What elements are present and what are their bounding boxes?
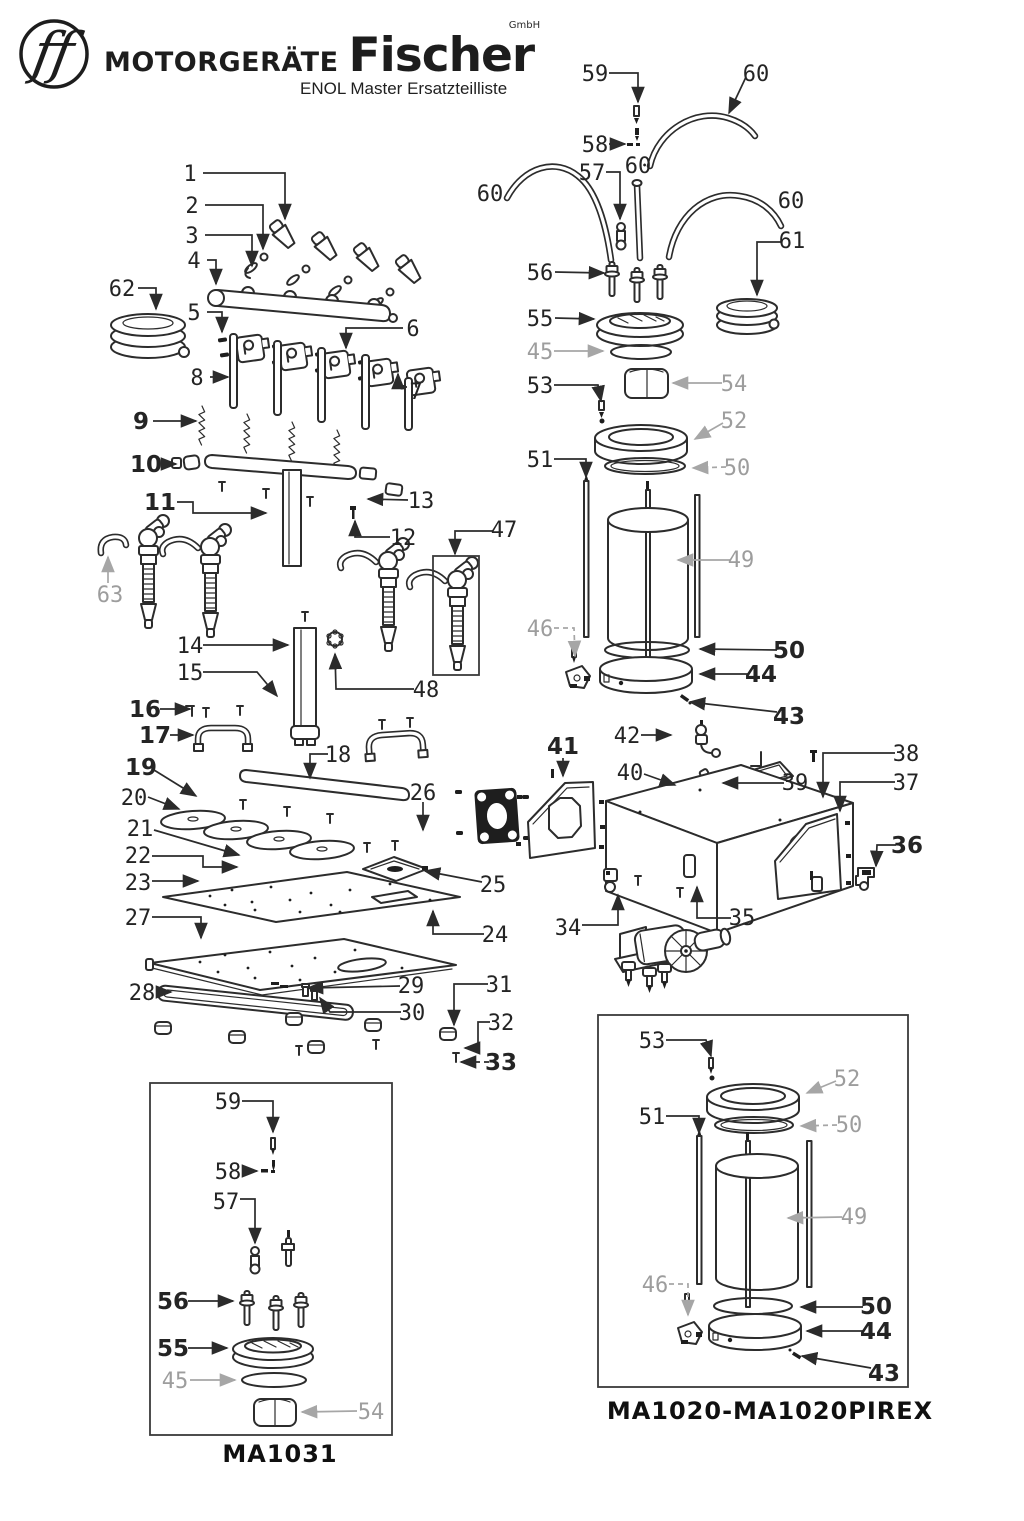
cylinder-stack-group (566, 299, 779, 705)
leader-line-55 (555, 318, 594, 319)
callout-55: 55 (156, 1336, 190, 1362)
leader-line-50 (700, 649, 777, 650)
leader-line-51 (554, 459, 586, 477)
callout-44: 44 (744, 662, 778, 688)
callout-18: 18 (324, 743, 352, 768)
callout-57: 57 (578, 161, 606, 186)
callout-51: 51 (526, 448, 554, 473)
callout-59: 59 (214, 1090, 242, 1115)
leader-line-11 (177, 502, 266, 513)
callout-38: 38 (892, 742, 920, 767)
callout-43: 43 (867, 1361, 901, 1387)
callout-1: 1 (183, 162, 197, 187)
callout-20: 20 (120, 786, 148, 811)
catalog-subtitle: ENOL Master Ersatzteilliste (300, 79, 508, 98)
callout-26: 26 (409, 781, 437, 806)
callout-22: 22 (124, 844, 152, 869)
leader-line-13 (368, 499, 408, 500)
leader-line-2 (205, 205, 263, 249)
callout-50: 50 (772, 638, 806, 664)
leader-line-59 (609, 73, 638, 102)
leader-line-62 (138, 288, 156, 309)
brand-name: MOTORGERÄTE (104, 47, 339, 78)
callout-59: 59 (581, 62, 609, 87)
leader-line-38 (823, 753, 895, 797)
callout-31: 31 (485, 973, 513, 998)
callout-3: 3 (185, 224, 199, 249)
callout-9: 9 (132, 409, 150, 435)
callout-53: 53 (638, 1029, 666, 1054)
callout-5: 5 (187, 301, 201, 326)
callout-52: 52 (720, 409, 748, 434)
callout-56: 56 (526, 261, 554, 286)
callout-32: 32 (487, 1011, 515, 1036)
callout-45: 45 (161, 1369, 189, 1394)
callout-53: 53 (526, 374, 554, 399)
callout-39: 39 (781, 771, 809, 796)
callout-60: 60 (624, 154, 652, 179)
leader-line-43 (802, 1356, 871, 1368)
leader-line-51 (666, 1116, 699, 1133)
leader-line-53 (666, 1040, 711, 1056)
callout-60: 60 (742, 62, 770, 87)
leader-line-56 (555, 272, 604, 273)
ma1020-box-caption: MA1020-MA1020PIREX (606, 1397, 934, 1425)
leader-line-27 (152, 917, 201, 938)
callout-2: 2 (185, 194, 199, 219)
callout-61: 61 (778, 229, 806, 254)
callout-13: 13 (407, 489, 435, 514)
callout-23: 23 (124, 871, 152, 896)
callout-14: 14 (176, 634, 204, 659)
callout-10: 10 (129, 452, 163, 478)
leader-line-19 (154, 770, 196, 796)
callout-19: 19 (124, 755, 158, 781)
leader-line-47 (455, 531, 493, 554)
leader-line-12 (355, 521, 390, 537)
brand-name-2: Fischer (348, 28, 535, 83)
callout-47: 47 (490, 518, 518, 543)
callout-6: 6 (406, 317, 420, 342)
callout-33: 33 (484, 1050, 518, 1076)
leader-line-5 (207, 312, 222, 332)
ma1031-box-caption: MA1031 (222, 1440, 338, 1468)
callout-7: 7 (409, 380, 423, 405)
callout-54: 54 (720, 372, 748, 397)
callout-60: 60 (777, 189, 805, 214)
leader-line-43 (690, 702, 777, 712)
callout-48: 48 (412, 678, 440, 703)
callout-11: 11 (143, 490, 177, 516)
callout-4: 4 (187, 249, 201, 274)
callout-34: 34 (554, 916, 582, 941)
callout-40: 40 (616, 761, 644, 786)
callout-24: 24 (481, 923, 509, 948)
leader-line-4 (207, 260, 216, 284)
callout-55: 55 (526, 307, 554, 332)
ma1020-parts (678, 1058, 812, 1359)
column-group (291, 612, 319, 745)
callout-60: 60 (476, 182, 504, 207)
callout-28: 28 (128, 981, 156, 1006)
callout-37: 37 (892, 771, 920, 796)
leader-line-31 (454, 984, 488, 1025)
callout-42: 42 (613, 724, 641, 749)
callout-57: 57 (212, 1190, 240, 1215)
ma1031-parts (233, 1138, 313, 1426)
leader-line-24 (433, 911, 484, 934)
callout-16: 16 (128, 697, 162, 723)
leader-line-61 (757, 242, 781, 295)
callout-8: 8 (190, 366, 204, 391)
callout-12: 12 (389, 526, 417, 551)
leader-line-59 (242, 1101, 273, 1132)
callout-58: 58 (214, 1160, 242, 1185)
callout-27: 27 (124, 906, 152, 931)
leader-line-15 (203, 672, 277, 696)
callout-58: 58 (581, 133, 609, 158)
callout-50: 50 (723, 456, 751, 481)
callout-41: 41 (546, 734, 580, 760)
leader-line-48 (335, 654, 414, 689)
fan-grid (474, 788, 520, 845)
leader-line-50 (693, 467, 726, 468)
callout-labels (97, 62, 923, 1425)
leader-line-52 (695, 423, 723, 439)
callout-43: 43 (772, 704, 806, 730)
callout-50: 50 (859, 1294, 893, 1320)
callout-21: 21 (126, 817, 154, 842)
callout-49: 49 (727, 548, 755, 573)
callout-44: 44 (859, 1319, 893, 1345)
housing-group (513, 720, 874, 993)
callout-56: 56 (156, 1289, 190, 1315)
part-62-coiled-hose (111, 314, 189, 358)
callout-25: 25 (479, 873, 507, 898)
brand-suffix: GmbH (508, 20, 541, 31)
leader-line-53 (554, 385, 601, 401)
callout-15: 15 (176, 661, 204, 686)
callout-35: 35 (728, 906, 756, 931)
callout-36: 36 (890, 833, 924, 859)
leader-line-54 (302, 1411, 357, 1412)
callout-29: 29 (397, 974, 425, 999)
logo-monogram: ff (27, 21, 79, 86)
leader-line-40 (644, 774, 675, 785)
callout-50: 50 (835, 1113, 863, 1138)
callout-46: 46 (526, 617, 554, 642)
leader-line-57 (240, 1199, 255, 1243)
callout-63: 63 (96, 583, 124, 608)
callout-30: 30 (398, 1001, 426, 1026)
leader-line-32 (465, 1022, 490, 1048)
leader-line-25 (425, 871, 482, 882)
leader-line-34 (582, 895, 618, 925)
callout-52: 52 (833, 1067, 861, 1092)
callout-17: 17 (138, 723, 172, 749)
callout-49: 49 (840, 1205, 868, 1230)
leader-line-50 (801, 1125, 837, 1126)
callout-51: 51 (638, 1105, 666, 1130)
callout-54: 54 (357, 1400, 385, 1425)
leader-line-1 (203, 173, 285, 219)
leader-line-20 (148, 797, 179, 809)
pump-motor (615, 924, 732, 993)
leader-line-52 (807, 1081, 836, 1093)
callout-62: 62 (108, 277, 136, 302)
callout-46: 46 (641, 1273, 669, 1298)
leader-line-22 (152, 856, 237, 867)
leader-line-57 (606, 172, 620, 219)
leader-line-6 (346, 328, 403, 348)
leader-line-3 (205, 235, 252, 266)
callout-45: 45 (526, 340, 554, 365)
leader-line-49 (788, 1217, 842, 1218)
